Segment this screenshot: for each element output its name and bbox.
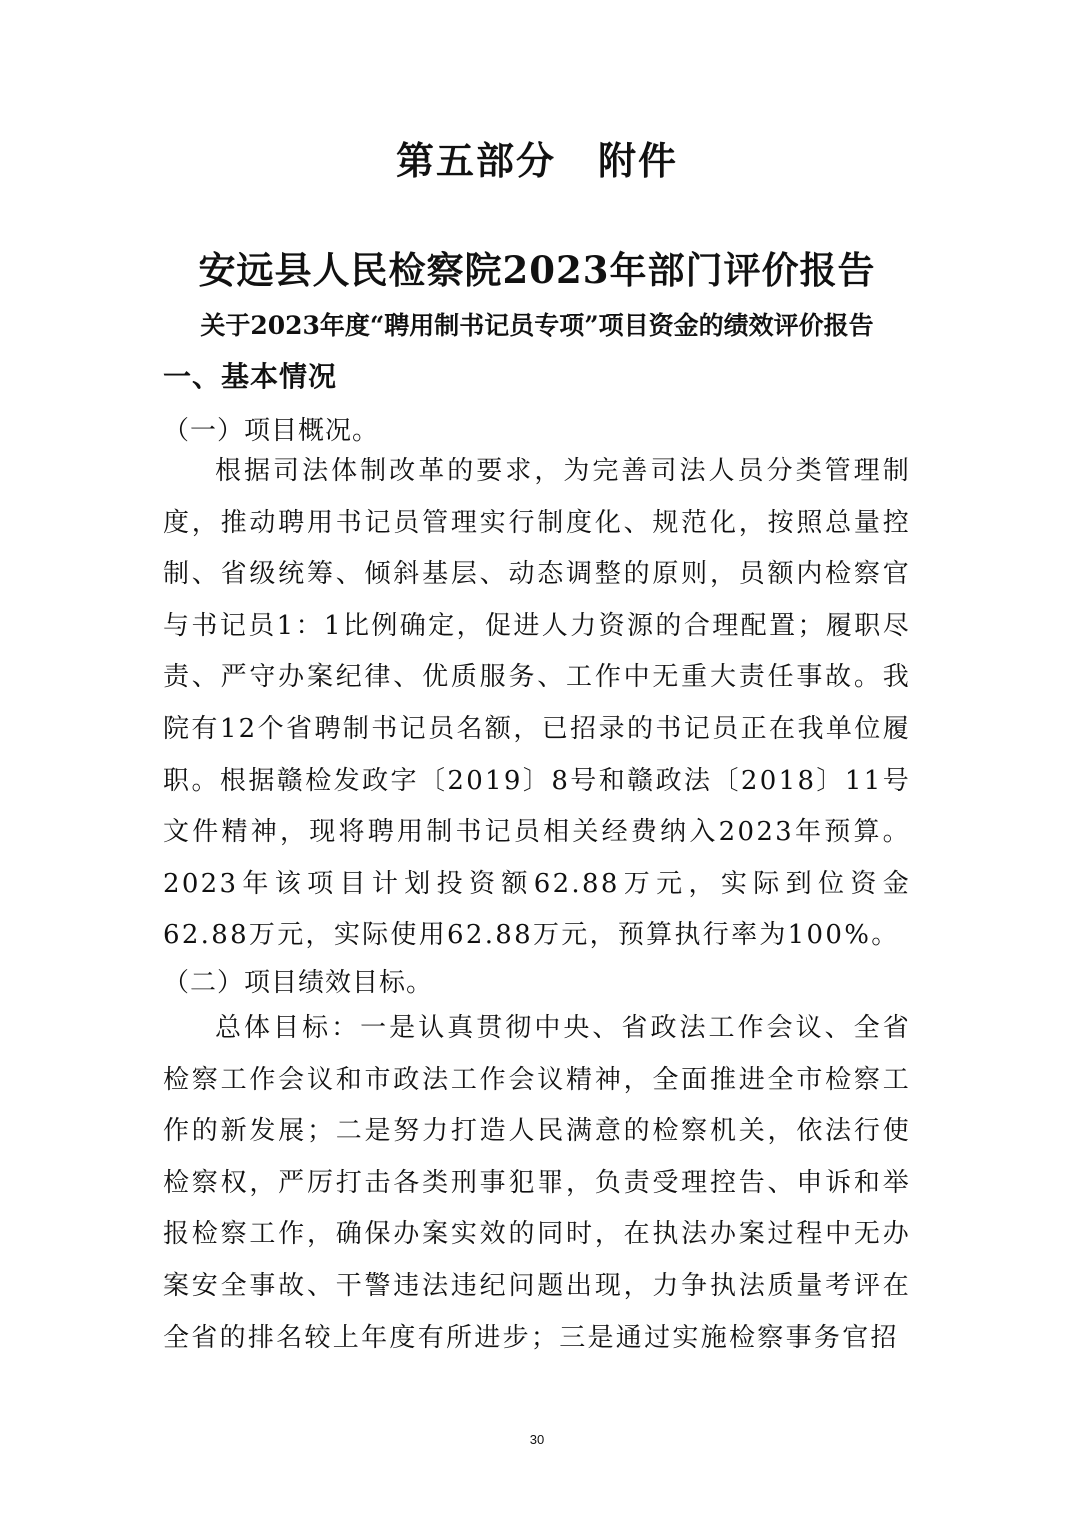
part-title-left: 第五部分 bbox=[395, 139, 556, 183]
part-title bbox=[0, 130, 1074, 185]
report-title: 安远县人民检察院2023年部门评价报告 bbox=[198, 248, 876, 292]
part-title-right: 附件 bbox=[598, 139, 679, 183]
page-number: 30 bbox=[529, 1432, 545, 1447]
report-subtitle: 关于2023年度“聘用制书记员专项”项目资金的绩效评价报告 bbox=[200, 311, 874, 340]
section-heading-basic-info: 一、基本情况 bbox=[163, 360, 338, 393]
subsection-heading-goals: （二）项目绩效目标。 bbox=[163, 968, 434, 998]
subsection-heading-overview: （一）项目概况。 bbox=[163, 416, 380, 446]
paragraph-overall-goals: 总体目标：一是认真贯彻中央、省政法工作会议、全省检察工作会议和市政法工作会议精神，全面推进全市检察工作的新发展；二是努力打造人民满意的检察机关，依法行使检察权，严厉打击各类刑事犯罪，负责受理控告、申诉和举报检察工作，确保办案实效的同时，在执法办案过程中无办案安全事故、干警违法违纪问题出现，力争执法质量考评在全省的排名较上年度有所进步；三是通过实施检察事务官招 bbox=[163, 1013, 911, 1353]
paragraph-project-overview: 根据司法体制改革的要求，为完善司法人员分类管理制度，推动聘用书记员管理实行制度化、规范化，按照总量控制、省级统筹、倾斜基层、动态调整的原则，员额内检察官与书记员1：1比例确定，促进人力资源的合理配置；履职尽责、严守办案纪律、优质服务、工作中无重大责任事故。我院有12个省聘制书记员名额，已招录的书记员正在我单位履职。根据赣检发政字〔2019〕8号和赣政法〔2018〕11号文件精神，现将聘用制书记员相关经费纳入2023年预算。2023年该项目计划投资额62.88万元，实际到位资金62.88万元，实际使用62.88万元，预算执行率为100%。 bbox=[163, 456, 911, 951]
